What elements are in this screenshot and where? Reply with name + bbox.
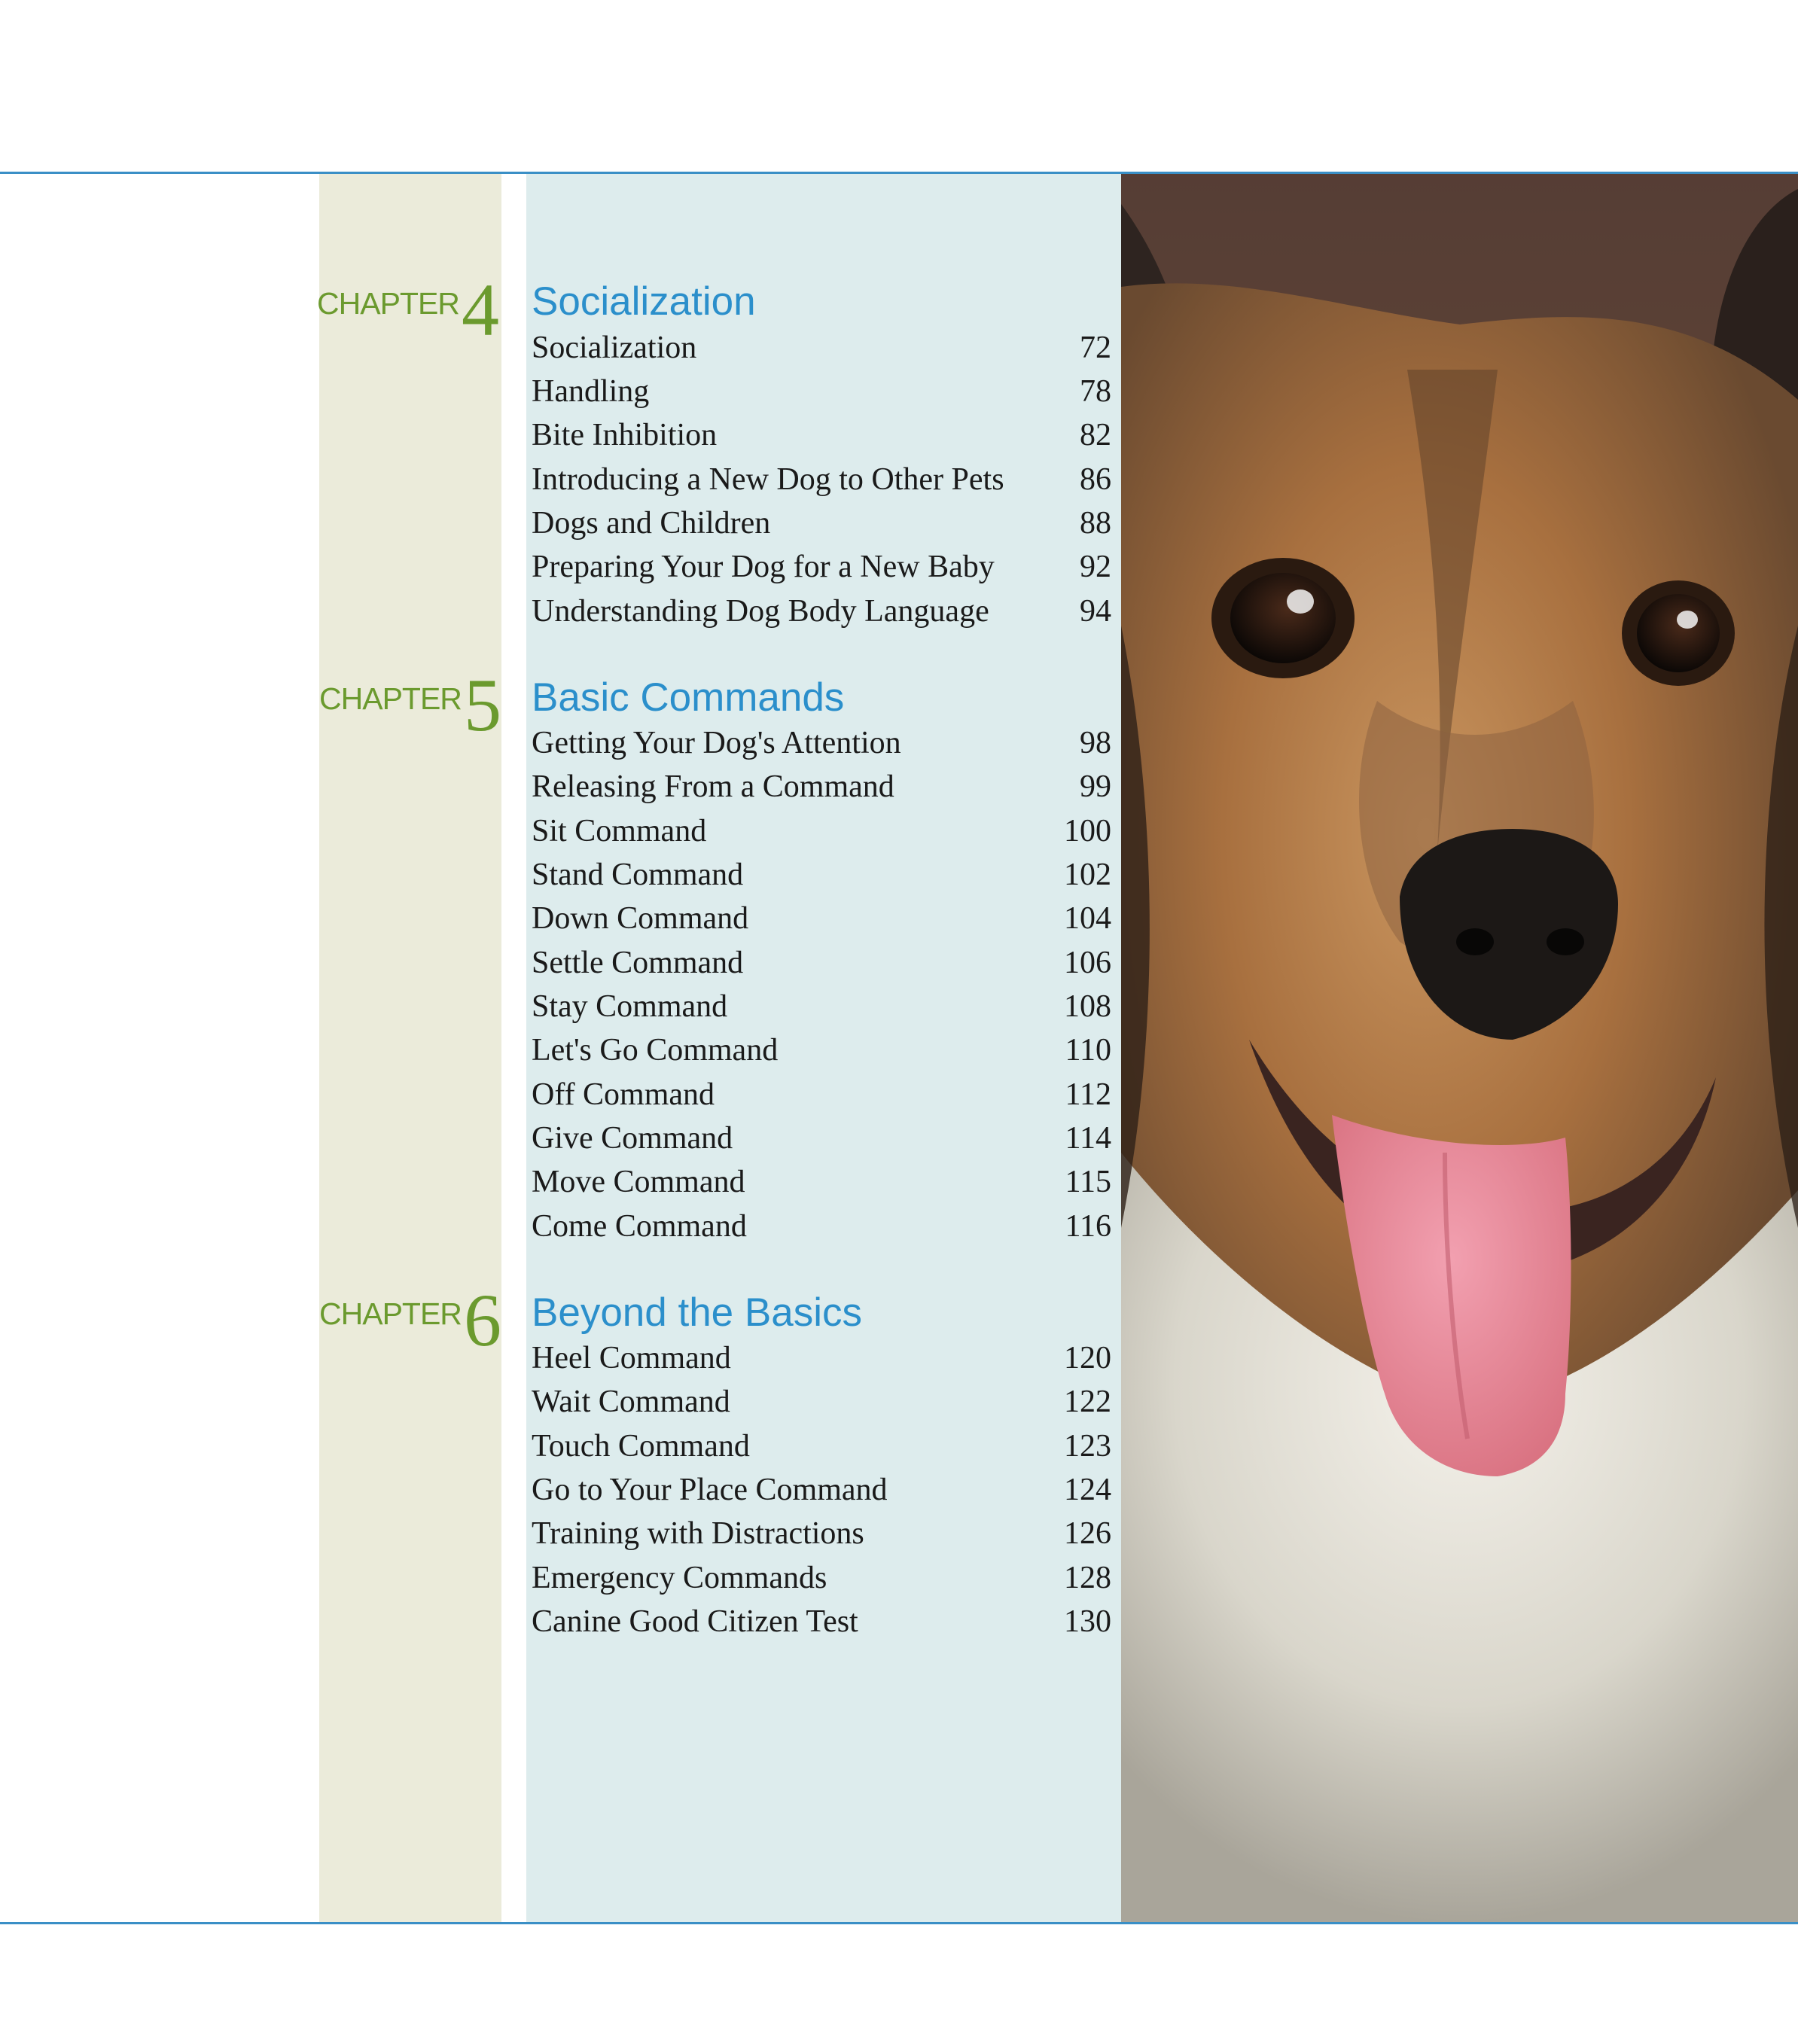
- entry-page: 108: [1064, 989, 1111, 1024]
- entry-page: 106: [1064, 946, 1111, 980]
- toc-entry[interactable]: [532, 1472, 1111, 1515]
- entry-page: 94: [1080, 594, 1111, 629]
- toc-entry[interactable]: [532, 505, 1111, 549]
- chapter-number: 5: [464, 663, 501, 747]
- entry-page: 78: [1080, 374, 1111, 409]
- entry-label: Emergency Commands: [532, 1561, 827, 1595]
- entry-label: Settle Command: [532, 946, 744, 980]
- toc-entry[interactable]: [532, 769, 1111, 812]
- toc-entry[interactable]: [532, 1032, 1111, 1076]
- entry-page: 122: [1064, 1384, 1111, 1419]
- toc-entry[interactable]: [532, 1384, 1111, 1427]
- entry-label: Canine Good Citizen Test: [532, 1604, 858, 1639]
- left-eye: [1230, 573, 1336, 663]
- chapter-column: [319, 174, 501, 1922]
- toc-entry[interactable]: [532, 1604, 1111, 1647]
- toc-entry[interactable]: [532, 725, 1111, 769]
- entry-label: Stand Command: [532, 858, 744, 892]
- entry-page: 120: [1064, 1341, 1111, 1375]
- entry-label: Stay Command: [532, 989, 728, 1024]
- toc-entry[interactable]: [532, 417, 1111, 461]
- entry-label: Bite Inhibition: [532, 418, 718, 452]
- toc-entry[interactable]: [532, 373, 1111, 417]
- entry-label: Touch Command: [532, 1429, 750, 1464]
- entry-page: 114: [1065, 1121, 1111, 1156]
- bottom-rule: [0, 1922, 1798, 1924]
- entry-page: 99: [1080, 769, 1111, 804]
- sheltie-dog-photo: [1121, 174, 1798, 1922]
- toc-entry[interactable]: [532, 330, 1111, 373]
- entry-label: Preparing Your Dog for a New Baby: [532, 550, 995, 584]
- entry-page: 104: [1064, 901, 1111, 936]
- chapter-word: CHAPTER: [319, 681, 462, 716]
- entry-label: Come Command: [532, 1209, 747, 1244]
- toc-entry[interactable]: [532, 857, 1111, 900]
- entry-page: 98: [1080, 726, 1111, 760]
- entry-page: 128: [1064, 1561, 1111, 1595]
- toc-entry[interactable]: [532, 1164, 1111, 1208]
- chapter-word: CHAPTER: [317, 286, 459, 321]
- chapter-number: 6: [464, 1278, 501, 1362]
- toc-entry[interactable]: [532, 900, 1111, 944]
- toc-entry[interactable]: [532, 1340, 1111, 1384]
- entry-page: 92: [1080, 550, 1111, 584]
- right-eye: [1637, 594, 1720, 672]
- toc-entry[interactable]: [532, 945, 1111, 988]
- chapter-number: 4: [462, 268, 499, 352]
- chapter-title: Socialization: [532, 279, 756, 324]
- toc-entry[interactable]: [532, 1208, 1111, 1252]
- toc-entry[interactable]: [532, 1515, 1111, 1559]
- entry-label: Handling: [532, 374, 650, 409]
- entry-label: Down Command: [532, 901, 749, 936]
- entry-label: Let's Go Command: [532, 1033, 779, 1068]
- entry-label: Getting Your Dog's Attention: [532, 726, 901, 760]
- entry-label: Releasing From a Command: [532, 769, 894, 804]
- entry-label: Introducing a New Dog to Other Pets: [532, 462, 1004, 497]
- entry-page: 82: [1080, 418, 1111, 452]
- toc-entry[interactable]: [532, 1428, 1111, 1472]
- entry-page: 123: [1064, 1429, 1111, 1464]
- entry-page: 126: [1064, 1516, 1111, 1551]
- toc-entry[interactable]: [532, 988, 1111, 1032]
- entry-page: 110: [1065, 1033, 1111, 1068]
- toc-entry[interactable]: [532, 461, 1111, 505]
- entry-label: Move Command: [532, 1165, 745, 1199]
- entry-page: 102: [1064, 858, 1111, 892]
- toc-entry[interactable]: [532, 1077, 1111, 1120]
- entry-label: Training with Distractions: [532, 1516, 864, 1551]
- entry-page: 130: [1064, 1604, 1111, 1639]
- entry-label: Dogs and Children: [532, 506, 771, 541]
- entry-label: Sit Command: [532, 814, 707, 848]
- toc-entry[interactable]: [532, 549, 1111, 592]
- entry-page: 88: [1080, 506, 1111, 541]
- chapter-title: Basic Commands: [532, 675, 845, 720]
- toc-entry[interactable]: [532, 1560, 1111, 1604]
- chapter-title: Beyond the Basics: [532, 1290, 862, 1335]
- entry-label: Heel Command: [532, 1341, 731, 1375]
- entry-page: 100: [1064, 814, 1111, 848]
- entry-label: Give Command: [532, 1121, 733, 1156]
- entry-label: Off Command: [532, 1077, 715, 1112]
- entry-label: Understanding Dog Body Language: [532, 594, 989, 629]
- chapter-word: CHAPTER: [319, 1296, 462, 1331]
- entry-label: Socialization: [532, 331, 697, 365]
- entry-page: 112: [1065, 1077, 1111, 1112]
- toc-entry[interactable]: [532, 813, 1111, 857]
- entry-page: 72: [1080, 331, 1111, 365]
- toc-entry[interactable]: [532, 1120, 1111, 1164]
- toc-entry[interactable]: [532, 593, 1111, 637]
- column-gap: [501, 174, 526, 1922]
- entry-page: 115: [1065, 1165, 1111, 1199]
- dog-illustration-icon: [1121, 174, 1798, 1922]
- entry-page: 116: [1065, 1209, 1111, 1244]
- entry-page: 86: [1080, 462, 1111, 497]
- entry-page: 124: [1064, 1473, 1111, 1507]
- entry-label: Wait Command: [532, 1384, 730, 1419]
- entry-label: Go to Your Place Command: [532, 1473, 888, 1507]
